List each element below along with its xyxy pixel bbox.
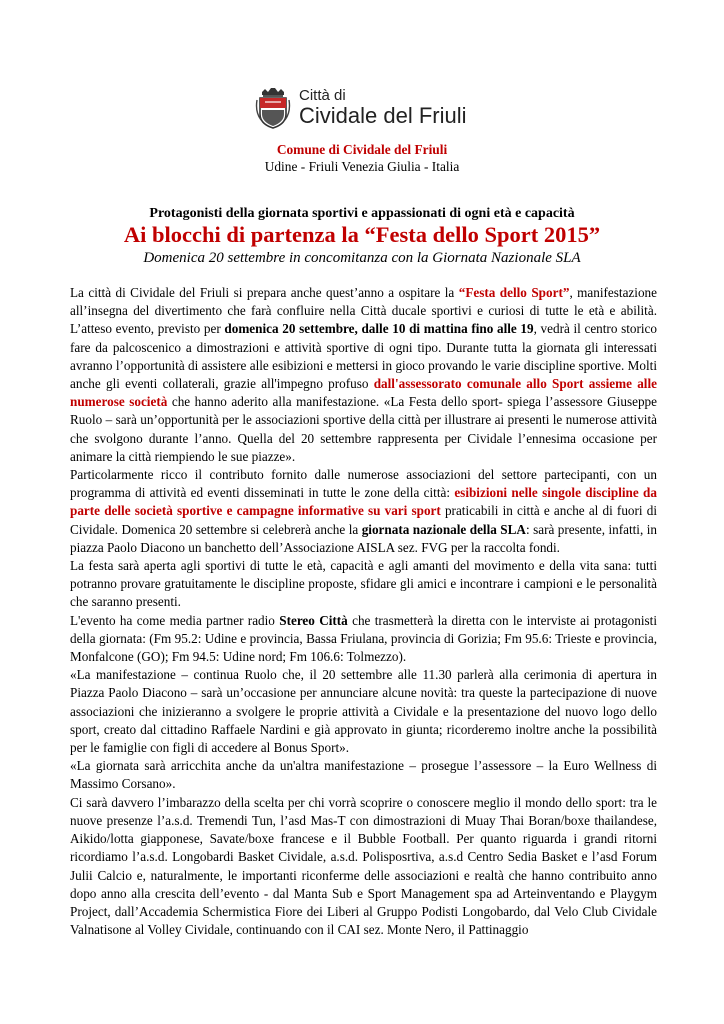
paragraph-1: [70, 284, 657, 466]
city-crest-icon: [255, 86, 291, 130]
text-run: Particolarmente ricco il contributo fornito dalle numerose associazioni del settore partecipanti, con un programma di attività ed eventi disseminati in tutte le zone della città:: [70, 467, 657, 501]
text-run: che trasmetterà la diretta con le interviste ai protagonisti della giornata: (Fm 95.2: Udine e provincia, Bassa Friulana, provincia di Gorizia; Fm 95.6: Trieste e provincia, Monfalcone (GO); Fm 94.5: Udine nord; Fm 106.6: Tolmezzo).: [70, 612, 657, 665]
article-headline: Ai blocchi di partenza la “Festa dello Sport 2015”: [123, 222, 601, 247]
text-run: , manifestazione all’insegna del divertimento che farà confluire nella Città ducale sportivi e curiosi di tutte le età e abilità. L’atteso evento, previsto per: [70, 285, 657, 337]
logo-text-line2: Cividale del Friuli: [299, 103, 467, 128]
paragraph-6: «La giornata sarà arricchita anche da un'altra manifestazione – prosegue l’assessore – la Euro Wellness di Massimo Corsano».: [70, 758, 657, 792]
paragraph-7: Ci sarà davvero l’imbarazzo della scelta per chi vorrà scoprire o conoscere meglio il mondo dello sport: tra le nuove presenze l’a.s.d. Tremendi Tun, l’asd Mas-T con dimostrazioni di Muay Thai Boran/boxe thailandese, Aikido/lotta giapponese, Savate/boxe francese e il Bubble Football. Per quanto riguarda i grandi ritorni ricordiamo l’a.s.d. Longobardi Basket Cividale, a.s.d. Polisposrtiva, a.s.d Centro Sedia Basket e l’asd Forum Julii Calcio e, naturalmente, le importanti riconferme delle associazioni e realtà che hanno contribuito anno dopo anno alla crescita dell’evento - dal Manta Sub e Sport Management spa ad Arteinventando e Playgym Project, dall’Accademia Schermistica Fiore dei Liberi al Gruppo Podisti Longobardo, dal Velo Club Cividale Valnatisone al Volley Cividale, continuando con il CAI sez. Monte Nero, il Pattinaggio: [70, 794, 657, 938]
text-run: , vedrà il centro storico fare da palcoscenico a dimostrazioni e attività sportive di ogni tipo. Durante tutta la giornata gli interessati avranno l’opportunità di assistere alle esibizioni e mettersi in gioco provando le varie discipline sportive. Molti anche gli eventi collaterali, grazie all'impegno profuso: [70, 321, 657, 392]
highlight-text: esibizioni nelle singole discipline da parte delle società sportive e campagne informative su vari sport: [70, 485, 657, 519]
text-run: che hanno aderito alla manifestazione. «La Festa dello sport- spiega l’assessore Giuseppe Ruolo – sarà un’opportunità per le associazioni sportive della città per illustrare ai presenti le numerose attività che svolgono durante l’anno. Quella del 20 settembre rappresenta per Cividale l’ennesima occasione per animare la città riempiendo le sue piazze».: [70, 394, 657, 464]
bold-text: Stereo Città: [279, 612, 348, 628]
city-logo: [253, 86, 493, 132]
text-run: : sarà presente, infatti, in piazza Paolo Diacono un banchetto dell’Associazione AISLA sez. FVG per la raccolta fondi.: [70, 521, 657, 555]
paragraph-5: «La manifestazione – continua Ruolo che, il 20 settembre alle 11.30 parlerà alla cerimonia di apertura in Piazza Paolo Diacono – sarà un’occasione per annunciare alcune novità: tra queste la partecipazione di nuove associazioni che inizieranno a svolgere le proprie attività a Cividale e la presentazione del nuovo logo dello sport, creato dal cittadino Raffaele Nardini e già approvato in giunta; ricorderemo inoltre anche la possibilità per le famiglie con figli di accedere al Bonus Sport».: [70, 667, 657, 756]
organization-name: Comune di Cividale del Friuli: [276, 142, 448, 157]
paragraph-2: [70, 466, 657, 557]
paragraph-3: La festa sarà aperta agli sportivi di tutte le età, capacità e agli amanti del movimento e della vita sana: tutti potranno provare gratuitamente le discipline proposte, sfidare gli amici e incontrare i campioni e le personalità che saranno presenti.: [70, 558, 657, 610]
text-run: L'evento ha come media partner radio: [70, 612, 280, 628]
text-run: praticabili in città e anche al di fuori di Cividale. Domenica 20 settembre si celebrerà anche la: [70, 503, 657, 537]
article-body: [70, 284, 657, 939]
logo-text-line1: Città di: [299, 87, 346, 104]
highlight-text: “Festa dello Sport”: [458, 285, 570, 300]
bold-text: giornata nazionale della SLA: [361, 521, 526, 537]
text-run: La città di Cividale del Friuli si prepara anche quest’anno a ospitare la: [70, 285, 459, 300]
bold-text: domenica 20 settembre, dalle 10 di mattina fino alle 19: [224, 321, 534, 337]
highlight-text: dall'assessorato comunale allo Sport assieme alle numerose società: [70, 376, 657, 410]
organization-location: Udine - Friuli Venezia Giulia - Italia: [264, 159, 460, 174]
article-kicker: Protagonisti della giornata sportivi e appassionati di ogni età e capacità: [149, 206, 575, 221]
paragraph-4: [70, 612, 657, 667]
article-subhead: Domenica 20 settembre in concomitanza con la Giornata Nazionale SLA: [143, 250, 581, 266]
